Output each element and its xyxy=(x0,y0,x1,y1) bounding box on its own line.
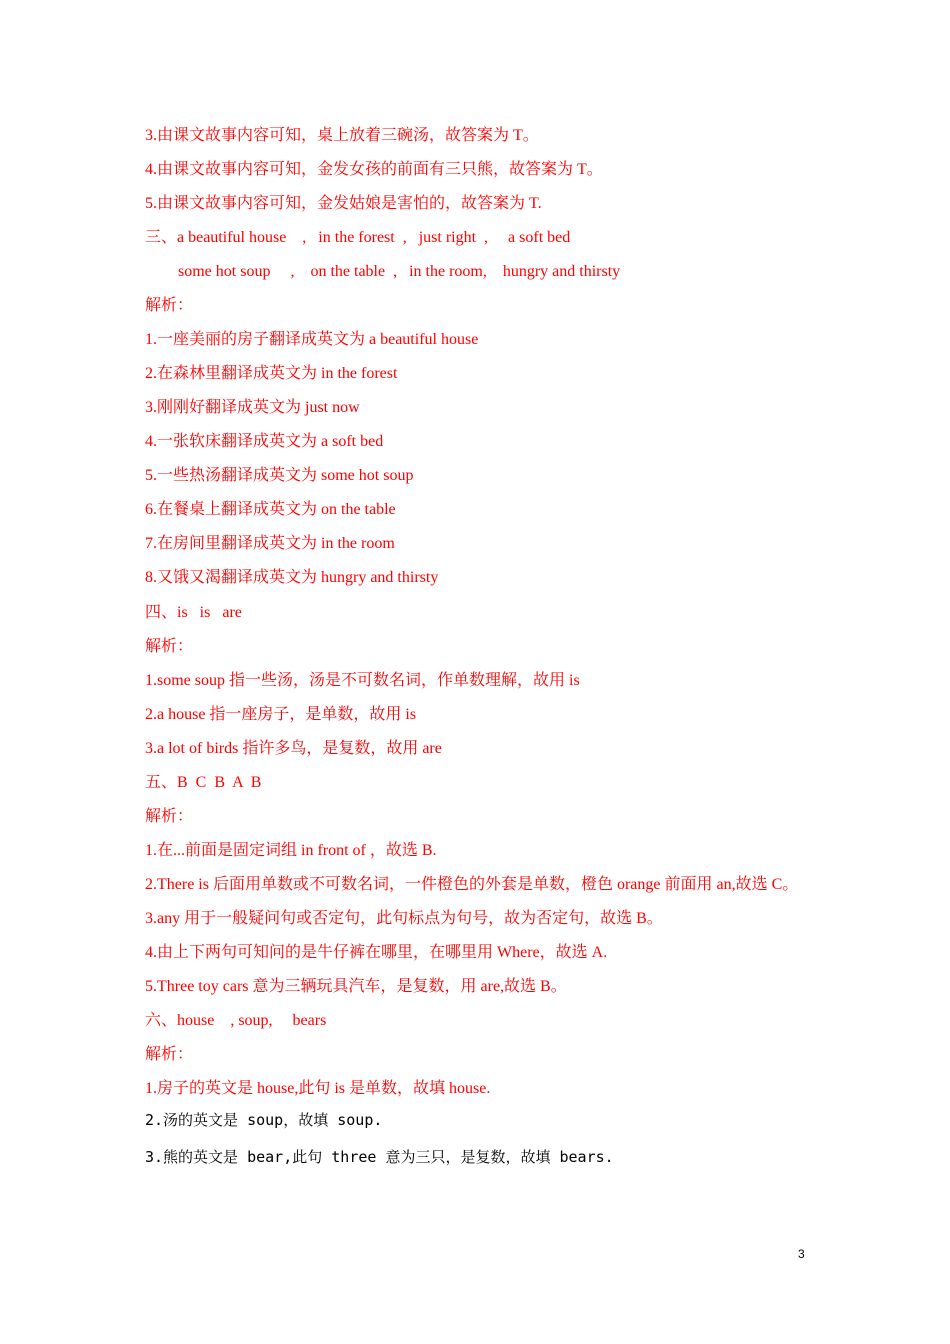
analysis-line: 5.一些热汤翻译成英文为 some hot soup xyxy=(145,467,414,484)
analysis-line: 3.a lot of birds 指许多鸟，是复数，故用 are xyxy=(145,740,442,757)
answer-line-q5: 5.由课文故事内容可知，金发姑娘是害怕的，故答案为 T. xyxy=(145,195,542,212)
analysis-line: 2.在森林里翻译成英文为 in the forest xyxy=(145,365,398,382)
section-3-answers-continued: some hot soup , on the table , in the room, hungry and thirsty xyxy=(178,263,621,280)
analysis-line: 7.在房间里翻译成英文为 in the room xyxy=(145,535,395,552)
analysis-line: 1.在...前面是固定词组 in front of ，故选 B. xyxy=(145,842,437,859)
analysis-heading: 解析： xyxy=(145,297,194,314)
answer-line-q4: 4.由课文故事内容可知，金发女孩的前面有三只熊，故答案为 T。 xyxy=(145,161,603,178)
analysis-line: 3.熊的英文是 bear,此句 three 意为三只，是复数，故填 bears. xyxy=(145,1148,614,1166)
section-3-answers: 三、a beautiful house , in the forest , just right , a soft bed xyxy=(145,229,571,246)
answer-line-q3: 3.由课文故事内容可知，桌上放着三碗汤，故答案为 T。 xyxy=(145,127,539,144)
analysis-line: 5.Three toy cars 意为三辆玩具汽车，是复数，用 are,故选 B。 xyxy=(145,978,567,995)
analysis-heading: 解析： xyxy=(145,808,194,825)
section-4-answers: 四、is is are xyxy=(145,604,242,621)
analysis-heading: 解析： xyxy=(145,638,194,655)
analysis-line: 3.刚刚好翻译成英文为 just now xyxy=(145,399,360,416)
analysis-line: 2.汤的英文是 soup，故填 soup. xyxy=(145,1111,383,1129)
analysis-line: 4.一张软床翻译成英文为 a soft bed xyxy=(145,433,384,450)
analysis-line: 2.There is 后面用单数或不可数名词，一件橙色的外套是单数，橙色 orange 前面用 an,故选 C。 xyxy=(145,876,799,893)
analysis-line: 1.一座美丽的房子翻译成英文为 a beautiful house xyxy=(145,331,479,348)
section-5-answers: 五、B C B A B xyxy=(145,774,262,791)
page-number: 3 xyxy=(798,1247,805,1261)
section-6-answers: 六、house , soup, bears xyxy=(145,1012,327,1029)
analysis-line: 2.a house 指一座房子，是单数，故用 is xyxy=(145,706,417,723)
analysis-line: 6.在餐桌上翻译成英文为 on the table xyxy=(145,501,396,518)
analysis-line: 4.由上下两句可知问的是牛仔裤在哪里，在哪里用 Where，故选 A. xyxy=(145,944,608,961)
analysis-heading: 解析： xyxy=(145,1046,194,1063)
analysis-line: 1.some soup 指一些汤，汤是不可数名词，作单数理解，故用 is xyxy=(145,672,580,689)
analysis-line: 8.又饿又渴翻译成英文为 hungry and thirsty xyxy=(145,569,439,586)
analysis-line: 1.房子的英文是 house,此句 is 是单数，故填 house. xyxy=(145,1080,491,1097)
analysis-line: 3.any 用于一般疑问句或否定句，此句标点为句号，故为否定句，故选 B。 xyxy=(145,910,663,927)
